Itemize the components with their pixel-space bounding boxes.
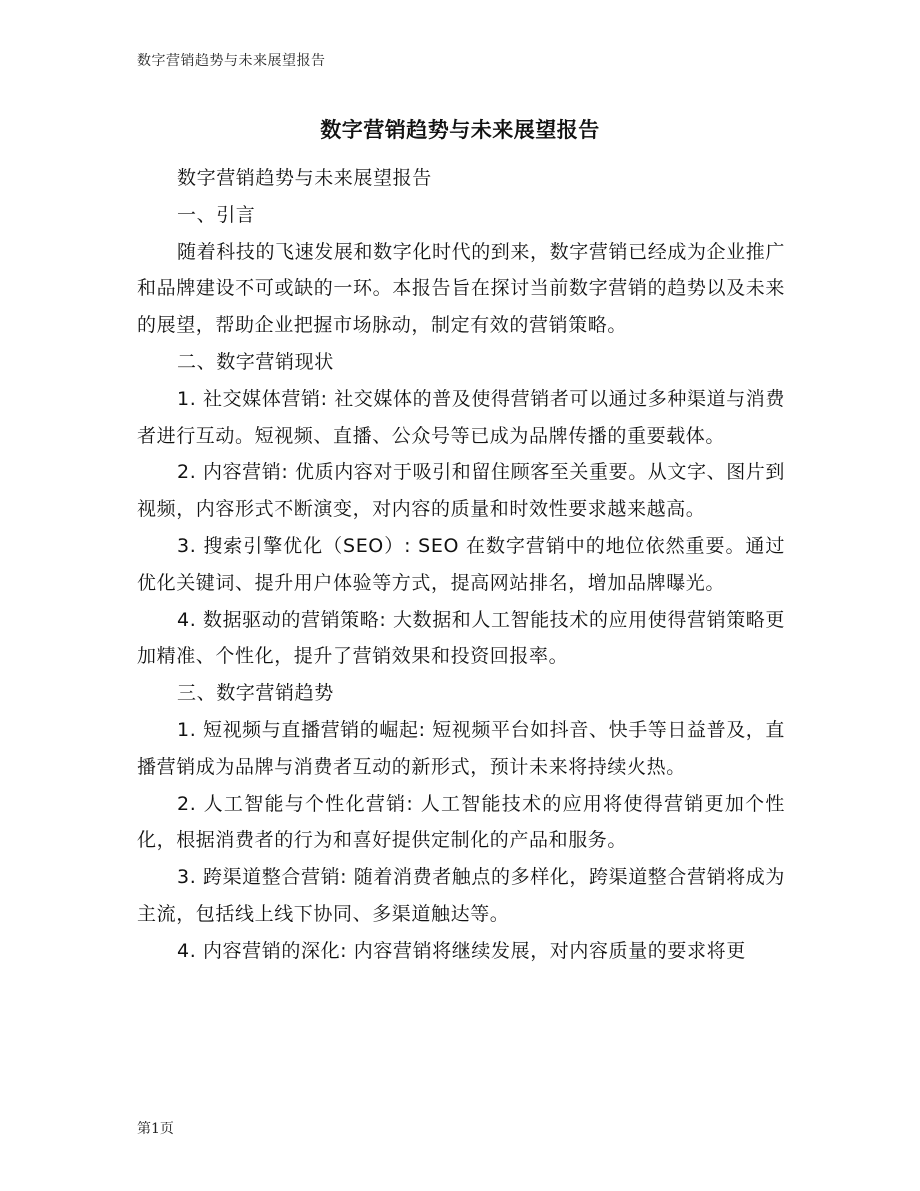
- paragraph-content-deepening: 4. 内容营销的深化: 内容营销将继续发展，对内容质量的要求将更: [177, 939, 746, 962]
- paragraph-ai-personalization: 2. 人工智能与个性化营销: 人工智能技术的应用将使得营销更加个性化，根据消费者的行为和喜好提供定制化的产品和服务。: [137, 792, 785, 852]
- paragraph-social-media: 1. 社交媒体营销: 社交媒体的普及使得营销者可以通过多种渠道与消费者进行互动。短视频、直播、公众号等已成为品牌传播的重要载体。: [137, 387, 786, 447]
- section-heading-current-status: 二、数字营销现状: [177, 350, 334, 373]
- document-body: [137, 160, 785, 970]
- paragraph-introduction: 随着科技的飞速发展和数字化时代的到来，数字营销已经成为企业推广和品牌建设不可或缺的一环。本报告旨在探讨当前数字营销的趋势以及未来的展望，帮助企业把握市场脉动，制定有效的营销策略。: [137, 240, 785, 337]
- paragraph-short-video: 1. 短视频与直播营销的崛起: 短视频平台如抖音、快手等日益普及，直播营销成为品牌与消费者互动的新形式，预计未来将持续火热。: [137, 718, 786, 778]
- running-header: 数字营销趋势与未来展望报告: [137, 53, 326, 69]
- section-heading-introduction: 一、引言: [177, 203, 256, 226]
- paragraph-data-driven: 4. 数据驱动的营销策略: 大数据和人工智能技术的应用使得营销策略更加精准、个性化，提升了营销效果和投资回报率。: [137, 608, 786, 668]
- section-heading-trends: 三、数字营销趋势: [177, 682, 334, 705]
- paragraph-cross-channel: 3. 跨渠道整合营销: 随着消费者触点的多样化，跨渠道整合营销将成为主流，包括线上线下协同、多渠道触达等。: [137, 866, 786, 925]
- paragraph-subtitle: 数字营销趋势与未来展望报告: [177, 167, 432, 189]
- paragraph-seo: 3. 搜索引擎优化（SEO）: SEO 在数字营销中的地位依然重要。通过优化关键词、提升用户体验等方式，提高网站排名，增加品牌曝光。: [137, 534, 785, 594]
- document-title: 数字营销趋势与未来展望报告: [320, 118, 600, 142]
- page-number: 第1页: [137, 1121, 174, 1137]
- paragraph-content-marketing: 2. 内容营销: 优质内容对于吸引和留住顾客至关重要。从文字、图片到视频，内容形式不断演变，对内容的质量和时效性要求越来越高。: [137, 461, 786, 521]
